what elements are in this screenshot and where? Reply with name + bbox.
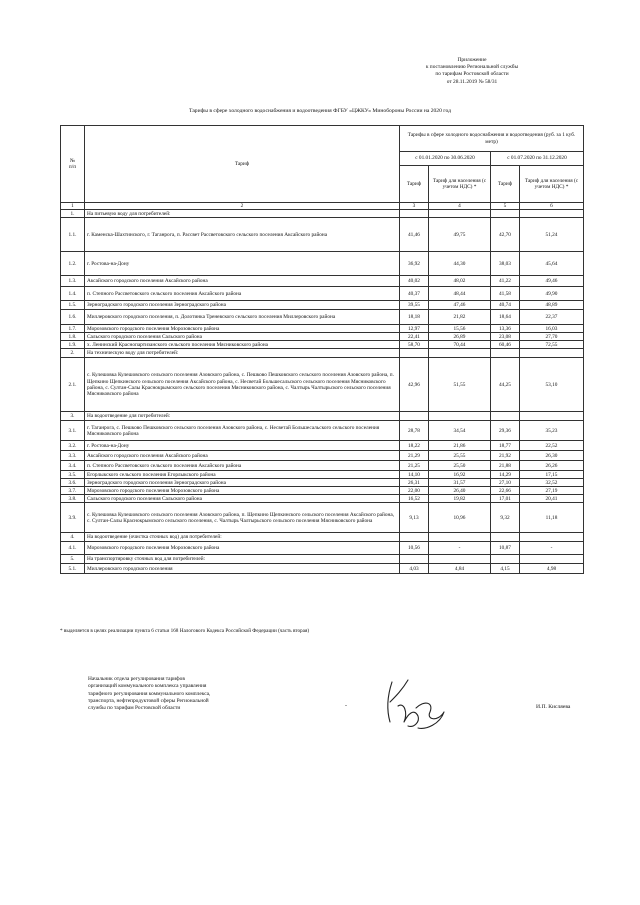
row-tariff-h1-cell: 26,31: [400, 479, 429, 487]
row-number-cell: 5.: [61, 555, 85, 564]
row-tariff-pop-h1-cell: -: [429, 542, 491, 555]
row-tariff-h1-cell: 10,56: [400, 542, 429, 555]
row-tariff-pop-h1-cell: 44,30: [429, 252, 491, 276]
row-tariff-h1-cell: 39,55: [400, 301, 429, 310]
row-tariff-name-cell: г. Таганрога, с. Пешково Пешковского сельского поселения Азовского района, с. Несветай Большесальского сельского поселения Мясниковского района: [85, 421, 400, 441]
row-tariff-name-cell: х. Ленинский Краснопартизанского сельского поселения Мясниковского района: [85, 341, 400, 349]
row-tariff-pop-h2-cell: 72,55: [520, 341, 584, 349]
row-tariff-h1-cell: 21,29: [400, 451, 429, 461]
table-row: [61, 252, 584, 276]
row-tariff-name-cell: Сальского городского поселения Сальского района: [85, 495, 400, 503]
row-tariff-pop-h1-cell: 21,86: [429, 441, 491, 451]
row-tariff-pop-h2-cell: 45,64: [520, 252, 584, 276]
row-number-cell: 1.: [61, 210, 85, 218]
row-tariff-pop-h2-cell: [520, 349, 584, 358]
row-number-cell: 1.8.: [61, 333, 85, 341]
row-number-cell: 3.4.: [61, 461, 85, 471]
header-index-3: 3: [400, 203, 429, 210]
row-tariff-pop-h2-cell: 35,23: [520, 421, 584, 441]
header-index-2: 2: [85, 203, 400, 210]
row-tariff-h1-cell: 14,10: [400, 471, 429, 479]
row-tariff-pop-h2-cell: 32,52: [520, 479, 584, 487]
row-tariff-pop-h2-cell: 22,52: [520, 441, 584, 451]
row-tariff-name-cell: с. Кулешовка Кулешовского сельского поселения Азовского района, с. Пешково Пешковского сельского поселения Азовского района, п. Щепкино Щепкинского сельского поселения Аксайского района, с. Несветай Большесальского сельского поселения Мясниковского района, с. Султан-Салы Краснокрымского сельского поселения Мясниковского района, с. Чалтырь Чалтырьского сельского поселения Мясниковского района: [85, 358, 400, 412]
table-row: [61, 276, 584, 287]
row-tariff-name-cell: г. Ростова-на-Дону: [85, 441, 400, 451]
row-tariff-pop-h1-cell: 47,46: [429, 301, 491, 310]
document-title: Тарифы в сфере холодного водоснабжения и водоотведения ФГБУ «ЦЖКУ» Минобороны России на 2020 год: [189, 108, 451, 114]
row-tariff-name-cell: Аксайского городского поселения Аксайского района: [85, 451, 400, 461]
row-tariff-pop-h1-cell: [429, 555, 491, 564]
row-tariff-h1-cell: [400, 349, 429, 358]
row-tariff-h2-cell: 29,36: [491, 421, 520, 441]
row-number-cell: 4.: [61, 533, 85, 542]
row-tariff-h1-cell: 36,92: [400, 252, 429, 276]
row-tariff-name-cell: На водоотведение (очистка сточных вод) для потребителей:: [85, 533, 400, 542]
row-number-cell: 3.1.: [61, 421, 85, 441]
annex-line-3: по тарифам Ростовской области: [435, 71, 509, 78]
row-tariff-h2-cell: 10,87: [491, 542, 520, 555]
row-tariff-pop-h2-cell: 16,03: [520, 325, 584, 333]
row-tariff-name-cell: Зерноградского городского поселения Зерноградского района: [85, 301, 400, 310]
tariff-table: [60, 125, 584, 574]
table-row: [61, 310, 584, 325]
row-tariff-h1-cell: 18,18: [400, 310, 429, 325]
row-tariff-name-cell: с. Кулешовка Кулешовского сельского поселения Азовского района, п. Щепкино Щепкинского сельского поселения Аксайского района, с. Султан-Салы Краснокрымского сельского поселения, с. Чалтырь Чалтырьского сельского поселения Мясниковского района: [85, 503, 400, 533]
row-tariff-pop-h1-cell: 26,89: [429, 333, 491, 341]
table-row: [61, 349, 584, 358]
row-tariff-pop-h1-cell: 49,75: [429, 218, 491, 252]
signatory-line-3: тарифного регулирования коммунального комплекса,: [88, 690, 211, 697]
row-tariff-pop-h1-cell: [429, 533, 491, 542]
row-tariff-pop-h1-cell: 31,57: [429, 479, 491, 487]
signatory-line-1: Начальник отдела регулирования тарифов: [88, 676, 185, 682]
row-tariff-pop-h2-cell: 26,26: [520, 461, 584, 471]
header-tariff-pop-1: Тариф для населения (с учетом НДС) *: [429, 166, 491, 203]
row-tariff-h2-cell: 18,64: [491, 310, 520, 325]
row-tariff-h1-cell: 16,52: [400, 495, 429, 503]
row-tariff-h1-cell: 42,96: [400, 358, 429, 412]
row-tariff-pop-h1-cell: 19,82: [429, 495, 491, 503]
row-tariff-pop-h2-cell: 22,37: [520, 310, 584, 325]
row-tariff-name-cell: Миллеровского городского поселения, п. Долотинка Треневского сельского поселения Миллеровского района: [85, 310, 400, 325]
row-tariff-h2-cell: [491, 555, 520, 564]
row-tariff-h2-cell: 13,36: [491, 325, 520, 333]
header-tariff: Тариф: [85, 126, 400, 203]
row-tariff-h2-cell: [491, 349, 520, 358]
row-tariff-pop-h1-cell: 70,44: [429, 341, 491, 349]
row-tariff-name-cell: Морозовского городского поселения Морозовского района: [85, 487, 400, 495]
row-tariff-pop-h2-cell: -: [520, 542, 584, 555]
row-tariff-pop-h1-cell: [429, 412, 491, 421]
table-row: [61, 555, 584, 564]
row-number-cell: 1.6.: [61, 310, 85, 325]
annex-line-4: от 28.11.2019 № 58/31: [446, 78, 498, 85]
row-number-cell: 3.2.: [61, 441, 85, 451]
row-number-cell: 3.6.: [61, 479, 85, 487]
table-row: [61, 218, 584, 252]
row-tariff-pop-h2-cell: 17,15: [520, 471, 584, 479]
row-tariff-pop-h2-cell: 51,24: [520, 218, 584, 252]
table-row: [61, 421, 584, 441]
row-tariff-pop-h2-cell: 48,89: [520, 301, 584, 310]
signatory-line-2: организаций коммунального комплекса управления: [88, 683, 207, 690]
row-tariff-pop-h2-cell: 20,41: [520, 495, 584, 503]
row-tariff-pop-h2-cell: [520, 555, 584, 564]
row-number-cell: 1.3.: [61, 276, 85, 287]
row-tariff-pop-h2-cell: 11,18: [520, 503, 584, 533]
table-row: [61, 495, 584, 503]
signatory-line-5: службы по тарифам Ростовской области: [88, 705, 181, 712]
table-row: [61, 533, 584, 542]
row-tariff-pop-h1-cell: [429, 210, 491, 218]
row-tariff-h1-cell: 22,00: [400, 487, 429, 495]
row-tariff-h1-cell: 21,25: [400, 461, 429, 471]
signatory-line-4: транспорта, нефтепродуктовой сферы Региональной: [88, 697, 209, 704]
row-tariff-name-cell: На питьевую воду для потребителей:: [85, 210, 400, 218]
row-number-cell: 4.1.: [61, 542, 85, 555]
header-num: № п/п: [61, 126, 85, 203]
header-index-row: [61, 203, 584, 210]
row-tariff-h1-cell: [400, 412, 429, 421]
row-tariff-h2-cell: 44,25: [491, 358, 520, 412]
row-tariff-name-cell: Морозовского городского поселения Морозовского района: [85, 325, 400, 333]
row-tariff-pop-h1-cell: 48,02: [429, 276, 491, 287]
row-tariff-pop-h1-cell: 15,56: [429, 325, 491, 333]
table-row: [61, 287, 584, 301]
row-tariff-h2-cell: 21,88: [491, 461, 520, 471]
row-number-cell: 1.1.: [61, 218, 85, 252]
row-tariff-h1-cell: 4,03: [400, 564, 429, 574]
footnote: * выделяется в целях реализации пункта 6 статьи 168 Налогового Кодекса Российской Федерации (часть вторая): [60, 628, 310, 634]
row-tariff-name-cell: Зерноградского городского поселения Зерноградского района: [85, 479, 400, 487]
row-tariff-pop-h1-cell: 26,40: [429, 487, 491, 495]
table-row: [61, 333, 584, 341]
row-tariff-name-cell: На водоотведение для потребителей:: [85, 412, 400, 421]
row-number-cell: 1.4.: [61, 287, 85, 301]
row-number-cell: 3.3.: [61, 451, 85, 461]
row-tariff-pop-h2-cell: 4,98: [520, 564, 584, 574]
row-tariff-pop-h1-cell: [429, 349, 491, 358]
signatory-position: [88, 676, 278, 712]
row-tariff-h1-cell: [400, 210, 429, 218]
row-tariff-pop-h1-cell: 51,55: [429, 358, 491, 412]
row-tariff-h2-cell: [491, 533, 520, 542]
row-tariff-pop-h2-cell: 49,90: [520, 287, 584, 301]
row-tariff-h1-cell: 28,78: [400, 421, 429, 441]
row-tariff-name-cell: г. Ростова-на-Дону: [85, 252, 400, 276]
row-tariff-h1-cell: [400, 533, 429, 542]
row-number-cell: 1.7.: [61, 325, 85, 333]
row-tariff-name-cell: На транспортировку сточных вод для потребителей:: [85, 555, 400, 564]
row-tariff-h1-cell: 22,41: [400, 333, 429, 341]
signatory-name: И.П. Кисляева: [536, 704, 571, 710]
header-group-title: Тарифы в сфере холодного водоснабжения и водоотведения (руб. за 1 куб. метр): [400, 126, 584, 152]
row-tariff-name-cell: Егорлыкского сельского поселения Егорлыкского района: [85, 471, 400, 479]
row-tariff-pop-h1-cell: 25,55: [429, 451, 491, 461]
row-tariff-name-cell: г. Каменска-Шахтинского, г. Таганрога, п. Рассвет Рассветовского сельского поселения Аксайского района: [85, 218, 400, 252]
row-tariff-pop-h1-cell: 48,44: [429, 287, 491, 301]
row-tariff-pop-h2-cell: 27,19: [520, 487, 584, 495]
annex-line-2: к постановлению Региональной службы: [425, 64, 519, 71]
row-tariff-h1-cell: 40,02: [400, 276, 429, 287]
row-number-cell: 3.8.: [61, 495, 85, 503]
row-number-cell: 5.1.: [61, 564, 85, 574]
row-tariff-pop-h1-cell: 4,84: [429, 564, 491, 574]
table-row: [61, 412, 584, 421]
row-tariff-h1-cell: 40,37: [400, 287, 429, 301]
row-tariff-h1-cell: 9,13: [400, 503, 429, 533]
row-tariff-h1-cell: [400, 555, 429, 564]
row-tariff-pop-h2-cell: [520, 412, 584, 421]
row-tariff-h2-cell: 38,03: [491, 252, 520, 276]
row-number-cell: 2.: [61, 349, 85, 358]
header-tariff-1: Тариф: [400, 166, 429, 203]
row-tariff-h2-cell: 27,10: [491, 479, 520, 487]
annex-header: [372, 57, 572, 86]
table-row: [61, 451, 584, 461]
row-tariff-h2-cell: 60,46: [491, 341, 520, 349]
row-tariff-pop-h2-cell: 26,30: [520, 451, 584, 461]
row-tariff-h2-cell: 14,29: [491, 471, 520, 479]
row-tariff-h2-cell: 18,77: [491, 441, 520, 451]
row-tariff-pop-h1-cell: 25,50: [429, 461, 491, 471]
row-tariff-name-cell: Аксайского городского поселения Аксайского района: [85, 276, 400, 287]
header-index-1: 1: [61, 203, 85, 210]
row-tariff-h2-cell: 42,70: [491, 218, 520, 252]
row-tariff-name-cell: Сальского городского поселения Сальского района: [85, 333, 400, 341]
row-tariff-h1-cell: 58,70: [400, 341, 429, 349]
header-tariff-2: Тариф: [491, 166, 520, 203]
row-tariff-pop-h1-cell: 10,96: [429, 503, 491, 533]
row-tariff-h2-cell: [491, 210, 520, 218]
table-row: [61, 479, 584, 487]
tariff-table-body: [61, 210, 584, 574]
row-tariff-h2-cell: 41,58: [491, 287, 520, 301]
row-tariff-name-cell: Морозовского городского поселения Морозовского района: [85, 542, 400, 555]
row-number-cell: 1.5.: [61, 301, 85, 310]
row-number-cell: 1.2.: [61, 252, 85, 276]
row-tariff-pop-h2-cell: 49,46: [520, 276, 584, 287]
tariff-table-header: [61, 126, 584, 210]
annex-line-1: Приложение: [457, 57, 487, 63]
table-row: [61, 341, 584, 349]
table-row: [61, 325, 584, 333]
row-number-cell: 2.1.: [61, 358, 85, 412]
row-tariff-pop-h2-cell: [520, 533, 584, 542]
row-number-cell: 3.5.: [61, 471, 85, 479]
table-row: [61, 487, 584, 495]
row-tariff-h1-cell: 18,22: [400, 441, 429, 451]
table-row: [61, 542, 584, 555]
table-row: [61, 471, 584, 479]
row-number-cell: 3.9.: [61, 503, 85, 533]
header-tariff-pop-2: Тариф для населения (с учетом НДС) *: [520, 166, 584, 203]
handwritten-signature: [378, 672, 456, 734]
row-tariff-h1-cell: 12,97: [400, 325, 429, 333]
row-tariff-name-cell: Миллеровского городского поселения: [85, 564, 400, 574]
row-tariff-name-cell: п. Степного Рассветовского сельского поселения Аксайского района: [85, 287, 400, 301]
row-number-cell: 3.: [61, 412, 85, 421]
table-row: [61, 210, 584, 218]
table-row: [61, 503, 584, 533]
row-tariff-h2-cell: 21,92: [491, 451, 520, 461]
signature-dash: -: [345, 703, 347, 709]
header-index-4: 4: [429, 203, 491, 210]
table-row: [61, 441, 584, 451]
table-row: [61, 564, 584, 574]
row-tariff-name-cell: п. Степного Рассветовского сельского поселения Аксайского района: [85, 461, 400, 471]
header-index-6: 6: [520, 203, 584, 210]
row-number-cell: 3.7.: [61, 487, 85, 495]
row-tariff-h2-cell: 9,32: [491, 503, 520, 533]
row-tariff-pop-h2-cell: [520, 210, 584, 218]
row-tariff-h2-cell: [491, 412, 520, 421]
row-tariff-h2-cell: 17,01: [491, 495, 520, 503]
row-tariff-pop-h1-cell: 21,82: [429, 310, 491, 325]
row-tariff-h2-cell: 22,66: [491, 487, 520, 495]
table-row: [61, 358, 584, 412]
row-tariff-h1-cell: 41,46: [400, 218, 429, 252]
row-tariff-h2-cell: 41,22: [491, 276, 520, 287]
row-tariff-pop-h2-cell: 53,10: [520, 358, 584, 412]
header-period-1: с 01.01.2020 по 30.06.2020: [400, 152, 491, 166]
row-tariff-h2-cell: 23,08: [491, 333, 520, 341]
row-tariff-pop-h1-cell: 34,54: [429, 421, 491, 441]
table-row: [61, 301, 584, 310]
row-tariff-h2-cell: 40,74: [491, 301, 520, 310]
row-number-cell: 1.9.: [61, 341, 85, 349]
row-tariff-pop-h2-cell: 27,70: [520, 333, 584, 341]
row-tariff-h2-cell: 4,15: [491, 564, 520, 574]
row-tariff-pop-h1-cell: 16,92: [429, 471, 491, 479]
header-period-2: с 01.07.2020 по 31.12.2020: [491, 152, 584, 166]
table-row: [61, 461, 584, 471]
row-tariff-name-cell: На техническую воду для потребителей:: [85, 349, 400, 358]
header-index-5: 5: [491, 203, 520, 210]
